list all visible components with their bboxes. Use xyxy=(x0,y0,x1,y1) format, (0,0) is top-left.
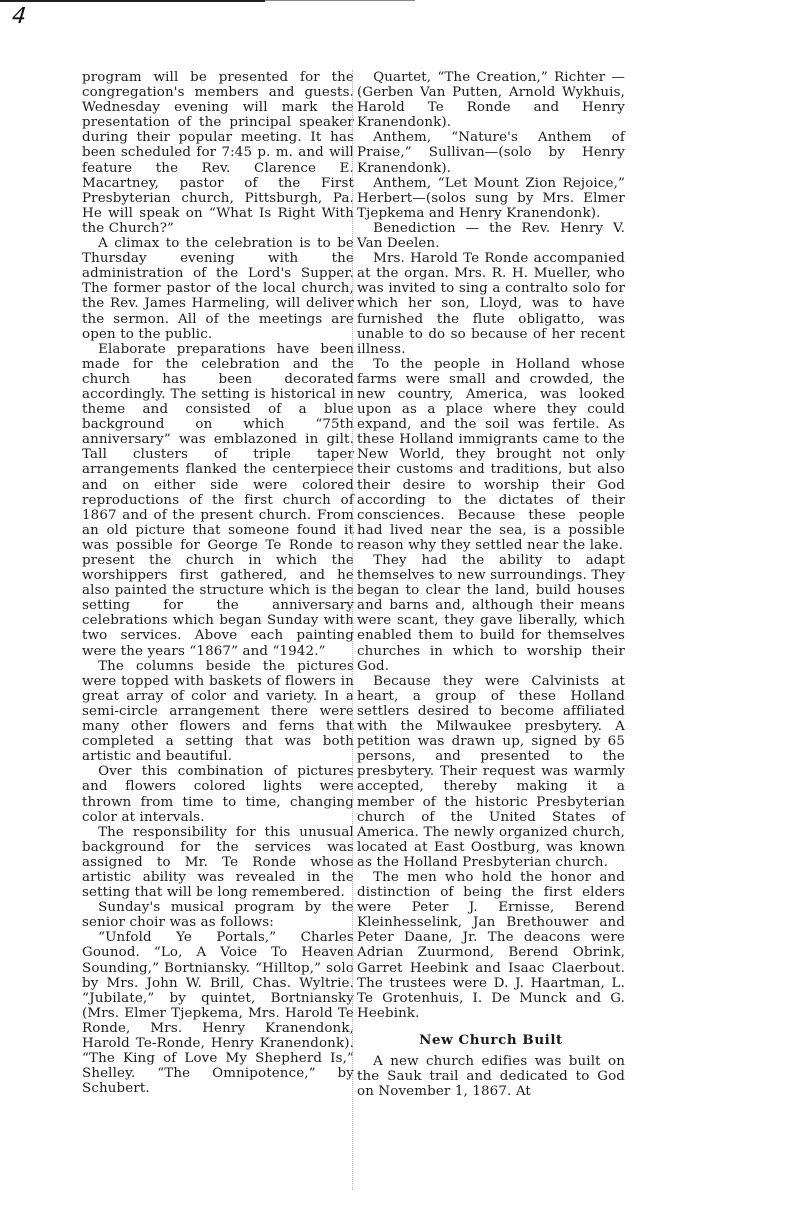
paragraph: Anthem, “Let Mount Zion Rejoice,” Herbert—(solos sung by Mrs. Elmer Tjepkema and Henry Kranendonk). xyxy=(357,175,625,221)
paragraph-music-program: “Unfold Ye Portals,” Charles Gounod. “Lo, A Voice To Heaven Sounding,” Bortniansky. “Hilltop,” solo by Mrs. John W. Brill, Chas. Wyltrie. “Jubilate,” by quintet, Bortniansky (Mrs. Elmer Tjepkema, Mrs. Harold Te Ronde, Mrs. Henry Kranendonk, Harold Te-Ronde, Henry Kranendonk). “The King of Love My Shepherd Is,” Shelley. “The Omnipotence,” by Schubert. xyxy=(82,930,354,1097)
paragraph: They had the ability to adapt themselves to new surroundings. They began to clear the land, build houses and barns and, although their means were scant, they gave liberally, which enabled them to build for themselves churches in which to worship their God. xyxy=(357,553,625,674)
handwritten-page-number: 4 xyxy=(10,4,28,29)
paragraph: To the people in Holland whose farms were small and crowded, the new country, America, was looked upon as a place where they could expand, and the soil was fertile. As these Holland immigrants came to the New World, they brought not only their customs and traditions, but also their desire to worship their God according to the dictates of their consciences. Because these people had lived near the sea, is a possible reason why they settled near the lake. xyxy=(357,356,625,553)
paragraph: A climax to the celebration is to be Thursday evening with the administration of the Lord's Supper. The former pastor of the local church, the Rev. James Harmeling, will deliver the sermon. All of the meetings are open to the public. xyxy=(82,236,354,342)
paragraph: Benediction — the Rev. Henry V. Van Deelen. xyxy=(357,220,625,252)
article-column-right xyxy=(357,70,625,1099)
paragraph: Quartet, “The Creation,” Richter — (Gerben Van Putten, Arnold Wykhuis, Harold Te Ronde and Henry Kranendonk). xyxy=(357,70,625,131)
scan-top-border xyxy=(0,0,265,2)
paragraph: Over this combination of pictures and flowers colored lights were thrown from time to time, changing color at intervals. xyxy=(82,764,354,825)
scan-top-border-faint xyxy=(265,0,415,1)
paragraph: Because they were Calvinists at heart, a group of these Holland settlers desired to become affiliated with the Milwaukee presbytery. A petition was drawn up, signed by 65 persons, and presented to the presbytery. Their request was warmly accepted, thereby making it a member of the historic Presbyterian church of the United States of America. The newly organized church, located at East Oostburg, was known as the Holland Presbyterian church. xyxy=(357,673,625,870)
paragraph: Anthem, “Nature's Anthem of Praise,” Sullivan—(solo by Henry Kranendonk). xyxy=(357,130,625,176)
paragraph: program will be presented for the congregation's members and guests. Wednesday evening will mark the presentation of the principal speaker during their popular meeting. It has been scheduled for 7:45 p. m. and will feature the Rev. Clarence E. Macartney, pastor of the First Presbyterian church, Pittsburgh, Pa. He will speak on “What Is Right With the Church?” xyxy=(82,70,354,236)
paragraph: The responsibility for this unusual background for the services was assigned to Mr. Te Ronde whose artistic ability was revealed in the setting that will be long remembered. xyxy=(82,824,354,901)
article-column-left xyxy=(82,70,354,1096)
paragraph: A new church edifies was built on the Sauk trail and dedicated to God on November 1, 1867. At xyxy=(357,1054,625,1100)
column-divider xyxy=(352,70,353,1190)
paragraph: Sunday's musical program by the senior choir was as follows: xyxy=(82,900,354,931)
paragraph: Elaborate preparations have been made for the celebration and the church has been decorated accordingly. The setting is historical in theme and consisted of a blue background on which “75th anniversary” was emblazoned in gilt. Tall clusters of triple taper arrangements flanked the centerpiece and on either side were colored reproductions of the first church of 1867 and of the present church. From an old picture that someone found it was possible for George Te Ronde to present the church in which the worshippers first gathered, and he also painted the structure which is the setting for the anniversary celebrations which began Sunday with two services. Above each painting were the years “1867” and “1942.” xyxy=(82,341,354,659)
paragraph: The columns beside the pictures were topped with baskets of flowers in great array of color and variety. In a semi-circle arrangement there were many other flowers and ferns that completed a setting that was both artistic and beautiful. xyxy=(82,658,354,765)
paragraph: Mrs. Harold Te Ronde accompanied at the organ. Mrs. R. H. Mueller, who was invited to sing a contralto solo for which her son, Lloyd, was to have furnished the flute obligatto, was unable to do so because of her recent illness. xyxy=(357,251,625,357)
paragraph: The men who hold the honor and distinction of being the first elders were Peter J. Ernisse, Berend Kleinhesselink, Jan Brethouwer and Peter Daane, Jr. The deacons were Adrian Zuurmond, Berend Obrink, Garret Heebink and Isaac Claerbout. The trustees were D. J. Haartman, L. Te Grotenhuis, I. De Munck and G. Heebink. xyxy=(357,869,625,1021)
section-subheading: New Church Built xyxy=(419,1031,563,1048)
